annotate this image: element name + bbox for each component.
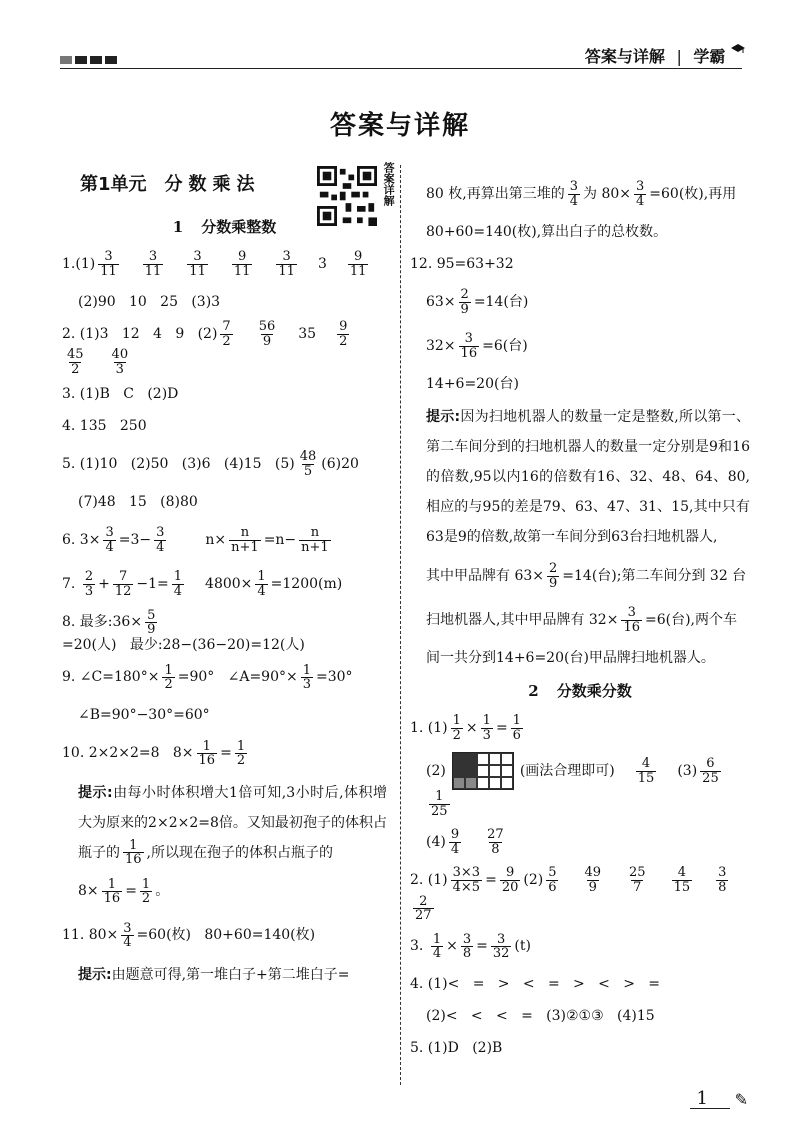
header-separator: |: [676, 47, 682, 66]
fraction: $\frac{3}{8}$: [718, 865, 727, 895]
qr-label: 答案详解: [382, 162, 396, 206]
page-title: 答案与详解: [329, 111, 470, 141]
fraction: $\frac{1}{2}$: [164, 662, 173, 693]
answer-1-line2: (2)90 10 25 (3)3: [78, 293, 221, 310]
hint-12: 提示:因为扫地机器人的数量一定是整数,所以第一、第二车间分到的扫地机器人的数量一定分别是9和16的倍数,95以内16的倍数有16、32、48、64、80,相应的与95的差是79、63、47、31、15,其中只有63是9的倍数,故第一车间分到63台扫地机器人,: [426, 409, 750, 545]
fraction: $\frac{9}{4}$: [450, 827, 460, 857]
fraction: $\frac{3}{4}$: [569, 178, 578, 209]
section-1-name: 分数乘整数: [201, 218, 277, 236]
header-rule: [60, 68, 742, 69]
pencil-icon: ✎: [734, 1090, 748, 1109]
fraction: $\frac{2}{9}$: [460, 286, 469, 317]
answer-12-line2: 63× $\frac{2}{9}$ =14(台): [426, 286, 529, 317]
fraction: $\frac{1}{4}$: [173, 569, 183, 600]
s2-answer-1: 1. (1) $\frac{1}{2}$ × $\frac{1}{3}$ = $\frac{1}{6}$: [410, 712, 521, 743]
fraction: $\frac{1}{16}$: [103, 876, 121, 907]
answer-2: 2. (1)3 12 4 9 (2) $\frac{7}{2}$ $\frac{56}{9}$ 35 $\frac{9}{2}$ $\frac{45}{2}$ $\frac{40}{3}$: [62, 319, 348, 377]
fraction: $\frac{27}{8}$: [487, 827, 504, 857]
fraction: $\frac{3}{16}$: [623, 604, 640, 635]
fraction: $\frac{n}{n+1}$: [301, 525, 329, 556]
hint-12-line3: 扫地机器人,其中甲品牌有 32× $\frac{3}{16}$ =6(台),两个车: [426, 604, 738, 635]
fraction: $\frac{1}{6}$: [512, 712, 521, 743]
answer-1-part1: (1): [75, 255, 96, 272]
fraction: $\frac{1}{3}$: [302, 662, 312, 693]
section-2-number: 2: [528, 682, 539, 700]
fraction: $\frac{3}{4}$: [156, 525, 165, 556]
fraction: $\frac{3}{4}$: [123, 920, 132, 951]
header-bar: [0, 0, 800, 72]
fraction: $\frac{3}{11}$: [278, 248, 295, 279]
fraction: $\frac{3}{16}$: [460, 330, 478, 361]
fraction: $\frac{2}{3}$: [84, 569, 94, 600]
hint-10-result: 8× $\frac{1}{16}$ = $\frac{1}{2}$ 。: [78, 876, 170, 907]
fraction: $\frac{56}{9}$: [258, 319, 276, 349]
fraction: $\frac{1}{2}$: [452, 712, 461, 743]
fraction: $\frac{6}{25}$: [702, 755, 719, 786]
fraction: $\frac{25}{7}$: [629, 865, 646, 895]
fraction: $\frac{3}{4}$: [105, 525, 114, 556]
answer-1: [62, 244, 387, 284]
fraction: $\frac{1}{3}$: [482, 712, 491, 743]
fraction: $\frac{2}{27}$: [415, 893, 432, 924]
fraction: $\frac{3}{8}$: [462, 931, 472, 962]
fraction: $\frac{1}{4}$: [432, 931, 442, 962]
fraction: $\frac{1}{2}$: [141, 876, 151, 907]
s2-answer-2: 2. (1) $\frac{3\times 3}{4\times 5}$ = $\frac{9}{20}$ (2) $\frac{5}{6}$ $\frac{49}{9}$ $\frac{25}{7}$ $\frac{4}{15}$ $\frac{3}{8}$ $\frac{2}{27}$: [410, 865, 727, 924]
section-1-number: 1: [172, 218, 184, 236]
fraction: $\frac{5}{9}$: [147, 607, 156, 638]
answer-9-line2: ∠B=90°−30°=60°: [78, 707, 210, 724]
unit-heading: [62, 162, 396, 208]
answer-12: 12. 95=63+32: [410, 255, 514, 272]
hint-label: 提示:: [78, 966, 112, 983]
left-column: [62, 162, 396, 990]
page-number: 1: [696, 1088, 708, 1109]
answer-6: 6. 3× $\frac{3}{4}$ =3− $\frac{3}{4}$ n× $\frac{n}{n+1}$ =n− $\frac{n}{n+1}$: [62, 525, 329, 556]
header-brand: 学霸: [693, 47, 726, 66]
right-column: [410, 170, 750, 1067]
section-2-title: [410, 682, 750, 700]
answer-1-label: 1.: [62, 255, 76, 272]
answer-8: 8. 最多:36× $\frac{5}{9}$ =20(人) 最少:28−(36−20)=12(人): [62, 607, 305, 653]
answer-3: 3. (1)B C (2)D: [62, 386, 179, 403]
fraction: $\frac{7}{2}$: [222, 319, 231, 349]
unit-subtitle: 分数乘法: [164, 174, 261, 196]
fraction: $\frac{3}{4}$: [636, 178, 645, 209]
hint-12-line2: 其中甲品牌有 63× $\frac{2}{9}$ =14(台);第二车间分到 32 台: [426, 560, 747, 591]
page-number-rule: [690, 1108, 730, 1109]
fraction: $\frac{1}{25}$: [431, 789, 448, 819]
fraction: $\frac{4}{15}$: [637, 755, 655, 786]
answer-11: 11. 80× $\frac{3}{4}$ =60(枚) 80+60=140(枚): [62, 920, 316, 951]
fraction: $\frac{9}{11}$: [233, 248, 251, 279]
fraction: $\frac{49}{9}$: [584, 865, 602, 895]
hint-11-cont: 80 枚,再算出第三堆的 $\frac{3}{4}$ 为 80× $\frac{3}{4}$ =60(枚),再用: [426, 178, 737, 209]
fraction: $\frac{4}{15}$: [673, 865, 691, 895]
fraction: $\frac{3}{11}$: [189, 248, 206, 279]
s2-answer-4: 4. (1)< = > < = > < > =: [410, 976, 661, 993]
header-right: [585, 44, 745, 67]
answer-5-line2: (7)48 15 (8)80: [78, 494, 198, 511]
s2-answer-1-part4: (4) $\frac{9}{4}$ $\frac{27}{8}$: [426, 827, 504, 857]
fraction: $\frac{1}{16}$: [198, 738, 216, 769]
fraction: $\frac{3}{32}$: [492, 931, 510, 962]
header-section: 答案与详解: [584, 47, 665, 66]
graduation-cap-icon: [731, 44, 745, 54]
answer-7: 7. $\frac{2}{3}$ + $\frac{7}{12}$ −1= $\frac{1}{4}$ 4800× $\frac{1}{4}$ =1200(m): [62, 569, 343, 600]
fraction: $\frac{9}{11}$: [349, 248, 367, 279]
answer-12-line3: 32× $\frac{3}{16}$ =6(台): [426, 330, 528, 361]
fraction: $\frac{3}{11}$: [100, 248, 117, 279]
fraction: $\frac{40}{3}$: [111, 347, 129, 377]
unit-title: 第1单元: [80, 174, 147, 196]
fraction: $\frac{5}{6}$: [548, 865, 557, 895]
hint-10: 提示:由每小时体积增大1倍可知,3小时后,体积增大为原来的2×2×2=8倍。又知最初孢子的体积占瓶子的 $\frac{1}{16}$ ,所以现在孢子的体积占瓶子的: [78, 784, 387, 868]
answer-12-line4: 14+6=20(台): [426, 375, 519, 392]
section-2-name: 分数乘分数: [556, 682, 632, 700]
fraction: $\frac{3}{11}$: [144, 248, 162, 279]
fraction: $\frac{48}{5}$: [299, 449, 317, 480]
answer-5: 5. (1)10 (2)50 (3)6 (4)15 (5) $\frac{48}{5}$ (6)20: [62, 449, 359, 480]
hint-label: 提示:: [78, 784, 113, 801]
answer-4: 4. 135 250: [62, 418, 147, 435]
answer-10: 10. 2×2×2=8 8× $\frac{1}{16}$ = $\frac{1}{2}$: [62, 738, 246, 769]
fraction: $\frac{1}{2}$: [236, 738, 246, 769]
fraction: $\frac{9}{2}$: [339, 319, 348, 349]
shaded-grid-figure: [452, 752, 514, 790]
hint-12-line4: 间一共分到14+6=20(台)甲品牌扫地机器人。: [426, 649, 715, 666]
column-divider: [400, 165, 401, 1085]
fraction: $\frac{n}{n+1}$: [231, 525, 259, 556]
hint-11: 提示:由题意可得,第一堆白子+第二堆白子=: [78, 966, 350, 983]
fraction: $\frac{9}{20}$: [501, 865, 519, 895]
hint-11-cont2: 80+60=140(枚),算出白子的总枚数。: [426, 223, 668, 240]
fraction: $\frac{45}{2}$: [67, 347, 84, 377]
s2-answer-4-line2: (2)< < < = (3)②①③ (4)15: [426, 1008, 655, 1025]
fraction: $\frac{1}{4}$: [257, 569, 266, 600]
fraction: $\frac{3\times 3}{4\times 5}$: [452, 865, 481, 895]
s2-answer-5: 5. (1)D (2)B: [410, 1040, 503, 1057]
s2-answer-3: 3. $\frac{1}{4}$ × $\frac{3}{8}$ = $\frac{3}{32}$ (t): [410, 931, 531, 962]
qr-code-icon[interactable]: [317, 166, 377, 226]
answer-9: 9. ∠C=180°× $\frac{1}{2}$ =90° ∠A=90°× $\frac{1}{3}$ =30°: [62, 662, 353, 693]
answer-1-three: 3: [317, 255, 327, 272]
fraction: $\frac{1}{16}$: [125, 837, 142, 868]
hint-label: 提示:: [426, 409, 461, 425]
fraction: $\frac{7}{12}$: [114, 569, 132, 600]
fraction: $\frac{2}{9}$: [549, 560, 558, 591]
header-marks: [60, 56, 117, 64]
s2-answer-1-part2: (2) (画法合理即可) $\frac{4}{15}$ (3) $\frac{6}{25}$ $\frac{1}{25}$: [410, 752, 750, 818]
